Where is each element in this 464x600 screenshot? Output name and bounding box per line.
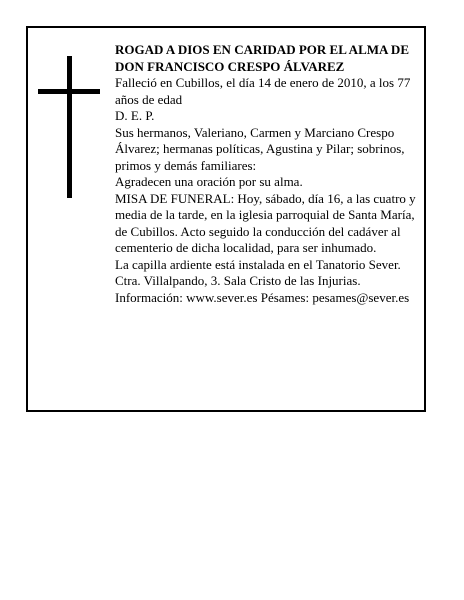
contact-info: Información: www.sever.es Pésames: pesames@sever.es [115,289,410,305]
funeral-mass-info: MISA DE FUNERAL: Hoy, sábado, día 16, a las cuatro y media de la tarde, en la iglesia parroquial de Santa María, de Cubillos. Acto seguido la conducción del cadáver al cementerio de dicha localidad, para ser inhumado. [115,190,416,255]
obituary-notice [26,26,426,412]
cross-vertical-bar [67,56,72,198]
notice-body [115,42,425,306]
notice-heading-line1: ROGAD A DIOS EN CARIDAD POR EL ALMA DE [115,42,409,57]
prayer-request: Agradecen una oración por su alma. [115,174,303,189]
deceased-name: DON FRANCISCO CRESPO ÁLVAREZ [115,58,345,74]
dep-abbreviation: D. E. P. [115,108,155,123]
cross-icon [38,56,100,198]
chapel-info: La capilla ardiente está instalada en el Tanatorio Sever. Ctra. Villalpando, 3. Sala Cristo de las Injurias. [115,256,401,288]
family-members: Sus hermanos, Valeriano, Carmen y Marciano Crespo Álvarez; hermanas políticas, Agustina y Pilar; sobrinos, primos y demás familiares: [115,124,405,173]
cross-horizontal-bar [38,89,100,94]
death-info: Falleció en Cubillos, el día 14 de enero de 2010, a los 77 años de edad [115,75,411,107]
